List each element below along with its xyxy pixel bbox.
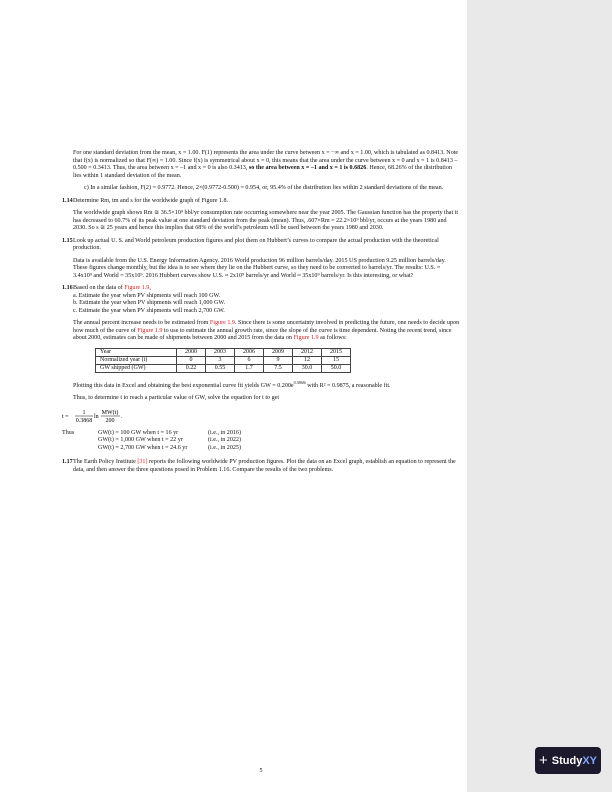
- figure-link[interactable]: Figure 1.9: [137, 327, 163, 334]
- problem-number: 1.14: [62, 197, 73, 204]
- figure-link[interactable]: Figure 1.9: [124, 285, 150, 291]
- table-cell: 2012: [293, 348, 322, 356]
- problem-1-15: [62, 238, 460, 281]
- list-item: c. Estimate the year when PV shipments will reach 2,700 GW.: [73, 307, 225, 314]
- shipments-table: [95, 348, 351, 373]
- table-cell: 50.0: [322, 364, 351, 372]
- table-cell: 1.7: [235, 364, 264, 372]
- list-item: a. Estimate the year when PV shipments will reach 100 GW.: [73, 292, 221, 299]
- problem-question: Look up actual U. S. and World petroleum production figures and plot them on Hubbert’s curves to compare the actual production with the theoretical production.: [73, 237, 439, 251]
- table-cell: 2006: [235, 348, 264, 356]
- problem-answer: The annual percent increase needs to be estimated from Figure 1.9. Since there is some uncertainty involved in predicting the future, one needs to decide upon how much of the curve of Figure 1.9 to use to estimate the annual growth rate, since the slope of the curve is time dependent. Noting the recent trend, since about 2000, estimates can be made of shipments between 2000 and 2015 from the data on Figure 1.9 as follows:: [73, 320, 460, 341]
- table-cell: Year: [96, 348, 177, 356]
- table-row: [96, 364, 351, 372]
- table-cell: 2000: [177, 348, 206, 356]
- table-cell: 2003: [206, 348, 235, 356]
- formula-coef-den: 0.3868: [75, 417, 93, 424]
- table-cell: GW shipped (GW): [96, 364, 177, 372]
- figure-link[interactable]: Figure 1.9: [209, 320, 235, 326]
- formula-arg-num: MW(t): [101, 409, 119, 416]
- formula-coef-num: 1: [82, 409, 86, 416]
- problem-1-17: [62, 459, 460, 474]
- formula-lhs: t =: [62, 413, 69, 420]
- result-note: (i.e., in 2016): [208, 429, 242, 436]
- fit-exponent: 0.3868t: [293, 379, 306, 385]
- table-cell: 15: [322, 356, 351, 364]
- problem-question: Determine Rm, tm and s for the worldwide graph of Figure 1.8.: [73, 197, 229, 204]
- list-item: b. Estimate the year when PV shipments will reach 1,000 GW.: [73, 300, 226, 306]
- figure-link[interactable]: Figure 1.9: [293, 335, 319, 341]
- problem-number: 1.15: [62, 237, 73, 244]
- result-eq: GW(t) = 2,700 GW when t = 24.6 yr: [98, 444, 188, 451]
- table-cell: 6: [235, 356, 264, 364]
- table-cell: 12: [293, 356, 322, 364]
- intro-paragraph: For one standard deviation from the mean, x = 1.00. F(1) represents the area under the curve between x = −∞ and x = 1.00, which is tabulated as 0.8413. Note that f(x) is normalized so that F(∞) = 1.00. Since f(x) is symmetrical about x = 0, this means that the area under the curve between x = 0 and x = 1 is 0.8413 –0.500 = 0.3413. Thus, the area between x = –1 and x = 0 is also 0.3413, so the area between x = –1 and x = 1 is 0.6826. Hence, 68.26% of the distribution lies within 1 standard deviation of the mean.: [73, 150, 459, 179]
- problem-question: The Earth Policy Institute [31] reports the following worldwide PV production figures. Plot the data on an Excel graph, establish an equation to represent the data, and then answer the three questions posed in Problem 1.16. Compare the results of the two problems.: [73, 459, 456, 473]
- intro-bold-result: so the area between x = –1 and x = 1 is 0.6826: [248, 165, 367, 171]
- problem-answer: The worldwide graph shows Rm ≅ 36.5×10⁹ bbl/yr consumption rate occurring somewhere near the year 2005. The Gaussian function has the property that it has decreased to 60.7% of its peak value at one standard deviation from the peak (mean). Thus, .607×Rm = 22.2×10⁹ bbl/yr, occurs at the years 1980 and 2030. So s ≅ 25 years and hence this implies that 68% of the world’s petroleum will be used between the years 1980 and 2030.: [73, 210, 459, 231]
- problem-1-16: [62, 285, 460, 452]
- t-formula: [62, 408, 460, 424]
- plus-icon: +: [538, 752, 548, 769]
- table-cell: 0.55: [206, 364, 235, 372]
- solve-text: Thus, to determine t to reach a particular value of GW, solve the equation for t to get: [73, 395, 280, 402]
- table-cell: 3: [206, 356, 235, 364]
- problem-1-14: [62, 198, 460, 233]
- table-cell: 9: [264, 356, 293, 364]
- problem-number: 1.17: [62, 459, 73, 466]
- reference-link[interactable]: [31]: [137, 459, 148, 466]
- curve-fit-text: Plotting this data in Excel and obtaining the best exponential curve fit yields GW = $0.200e^{0.3868t}$ with R² = 0.9875, a reasonable fit.: [73, 379, 391, 389]
- formula-end: .: [121, 413, 123, 420]
- result-note: (i.e., in 2025): [208, 444, 242, 451]
- formula-ln: ln: [94, 413, 99, 420]
- thus-label: Thus: [62, 429, 75, 436]
- table-cell: 0: [177, 356, 206, 364]
- brand-name: StudyXY: [551, 754, 597, 767]
- problem-question: Based on the data of Figure 1.9,: [73, 285, 151, 291]
- results-grid: [62, 430, 460, 453]
- document-page: [62, 150, 460, 774]
- table-cell: 30.0: [293, 364, 322, 372]
- problem-number: 1.16: [62, 285, 73, 291]
- problem-answer: Data is available from the U.S. Energy Information Agency. 2016 World production 96 million barrels/day. 2015 US production 9.25 million barrels/day. These figures change monthly, but the idea is to see where they lie on the Hubbert curve, so they need to be converted to barrels/yr. The results: U.S. = 3.4x10⁹ and World = 35x10⁹. 2016 Hubbert curves show U.S. ≈ 2x10⁹ barrels/yr and World ≈ 35x10⁹ barrels/yr. Is this interesting, or what?: [73, 257, 446, 279]
- table-cell: 2009: [264, 348, 293, 356]
- page-number: 5: [259, 768, 263, 774]
- table-cell: 7.5: [264, 364, 293, 372]
- table-row: [96, 348, 351, 356]
- question-items: [73, 293, 460, 316]
- formula-arg-den: 200: [105, 417, 115, 424]
- table-row: [96, 356, 351, 364]
- comment-sidebar: [467, 0, 612, 792]
- formula-graphic: [62, 408, 182, 424]
- studyxy-badge[interactable]: [535, 747, 601, 774]
- table-cell: 2015: [322, 348, 351, 356]
- result-note: (i.e., in 2022): [208, 437, 242, 444]
- result-eq: GW(t) = 100 GW when t = 16 yr: [98, 429, 179, 436]
- table-cell: 0.22: [177, 364, 206, 372]
- intro-part-c: c) In a similar fashion, F(2) = 0.9772. Hence, 2×(0.9772-0.500) = 0.954, or, 95.4% of the distribution lies within 2 standard deviations of the mean.: [84, 185, 444, 191]
- table-cell: Normalized year (t): [96, 356, 177, 364]
- result-eq: GW(t) = 1,000 GW when t = 22 yr: [98, 437, 183, 444]
